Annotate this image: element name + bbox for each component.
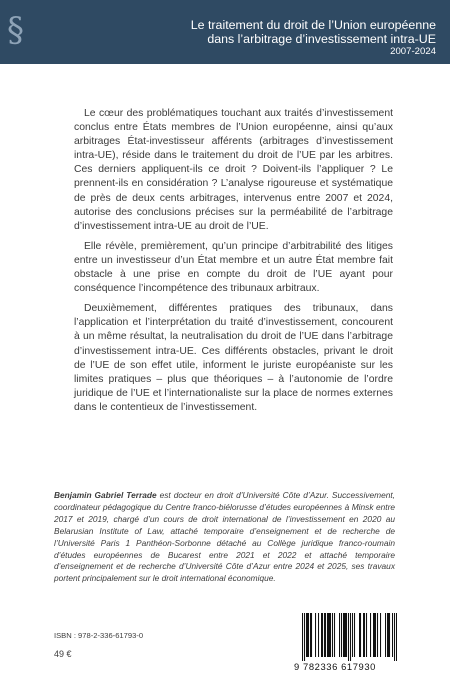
blurb-paragraph-2: Elle révèle, premièrement, qu’un principe d’arbitrabilité des litiges entre un investisseur d’un État membre et un autre État membre fait obstacle à une prise en compte du droit de l’UE ayant pour conséquence l’incompétence des tribunaux arbitraux.: [74, 240, 393, 295]
barcode-bar: [304, 613, 305, 661]
cover-header: [0, 0, 450, 64]
barcode-bar: [374, 613, 375, 657]
barcode-digits: 9 782336 617930: [294, 661, 376, 672]
barcode-bar: [350, 613, 351, 661]
barcode-bar: [310, 613, 311, 657]
barcode-bar: [330, 613, 331, 657]
barcode: [290, 609, 397, 672]
barcode-bar: [377, 613, 378, 657]
barcode-bar: [327, 613, 328, 657]
back-cover-blurb: [74, 107, 393, 421]
section-sign-icon: §: [7, 10, 24, 50]
barcode-bar: [373, 613, 374, 657]
barcode-bar: [346, 613, 347, 657]
barcode-bar: [364, 613, 365, 657]
barcode-bar: [324, 613, 325, 657]
author-bio: [54, 490, 395, 585]
barcode-bar: [318, 613, 319, 657]
barcode-bar: [392, 613, 393, 657]
barcode-bar: [343, 613, 344, 657]
title-years: 2007-2024: [390, 46, 436, 57]
blurb-paragraph-3: Deuxièmement, différentes pratiques des tribunaux, dans l’application et l’interprétation du traité d’investissement, concourent à un même résultat, la neutralisation du droit de l’UE dans l’arbitrage d’investissement intra-UE. Ces différents obstacles, privant le droit de l’UE de son effet utile, informent le juriste européaniste sur les limites pratiques – plus que théoriques – à l’autonomie de l’ordre juridique de l’UE et l’internationaliste sur la place de normes externes dans le contentieux de l’investissement.: [74, 303, 393, 413]
barcode-bar: [334, 613, 335, 657]
barcode-bar: [332, 613, 333, 657]
barcode-bar: [341, 613, 342, 657]
barcode-bar: [328, 613, 329, 657]
barcode-bar: [366, 613, 367, 657]
barcode-bar: [329, 613, 330, 657]
barcode-bar: [306, 613, 307, 657]
barcode-bar: [345, 613, 346, 657]
title-line-1: Le traitement du droit de l’Union européenne: [190, 18, 436, 32]
barcode-bar: [387, 613, 388, 657]
book-title: [191, 18, 436, 58]
barcode-bar: [339, 613, 340, 657]
barcode-bar: [315, 613, 316, 657]
barcode-bar: [344, 613, 345, 657]
barcode-bar: [321, 613, 322, 657]
author-bio-text: est docteur en droit d’Université Côte d’Azur. Successivement, coordinateur pédagogique du Centre franco-biélorusse d’études européennes à Minsk entre 2017 et 2019, chargé d’un cours de droit international de l’investissement en 2020 au Belarusian Institute of Law, attaché temporaire d’enseignement et de recherche de l’Université Paris 1 Panthéon-Sorbonne détaché au Collège juridique franco-roumain d’études européennes de Bucarest entre 2021 et 2022 et attaché temporaire d’enseignement et de recherche d’Université Côte d’Azur entre 2024 et 2025, ses travaux portent principalement sur le droit international économique.: [54, 490, 395, 584]
barcode-bar: [325, 613, 326, 657]
barcode-bar: [359, 613, 360, 657]
barcode-bar: [322, 613, 323, 657]
barcode-bar: [394, 613, 395, 661]
barcode-bar: [308, 613, 309, 657]
barcode-bar: [370, 613, 371, 657]
barcode-bar: [388, 613, 389, 657]
blurb-paragraph-1: Le cœur des problématiques touchant aux traités d’investissement conclus entre États membres de l’Union européenne, ainsi qu’aux arbitrages État-investisseur afférents (arbitrages d’investissement intra-UE), réside dans le traitement du droit de l’UE par les arbitres. Ces derniers appliquent-ils ce droit ? Doivent-ils l’appliquer ? Le prennent-ils en considération ? L’analyse rigoureuse et systématique de près de deux cents arbitrages, intervenus entre 2007 et 2024, autorise des conclusions précises sur la perméabilité de l’arbitrage d’investissement intra-UE au droit de l’UE.: [74, 108, 393, 232]
barcode-bar: [360, 613, 361, 657]
barcode-bar: [389, 613, 390, 657]
barcode-bar: [375, 613, 376, 657]
barcode-bar: [385, 613, 386, 657]
barcode-bar: [363, 613, 364, 657]
price: 49 €: [54, 649, 72, 659]
barcode-bar: [348, 613, 349, 661]
barcode-bar: [380, 613, 381, 657]
barcode-bar: [302, 613, 303, 661]
author-name: Benjamin Gabriel Terrade: [54, 490, 157, 500]
barcode-bar: [307, 613, 308, 657]
title-line-2: dans l’arbitrage d’investissement intra-UE: [207, 32, 436, 46]
barcode-bar: [311, 613, 312, 657]
barcode-bar: [352, 613, 353, 657]
isbn: ISBN : 978-2-336-61793-0: [54, 631, 144, 640]
barcode-bars: [302, 613, 397, 661]
barcode-bar: [354, 613, 355, 657]
barcode-bar: [396, 613, 397, 661]
